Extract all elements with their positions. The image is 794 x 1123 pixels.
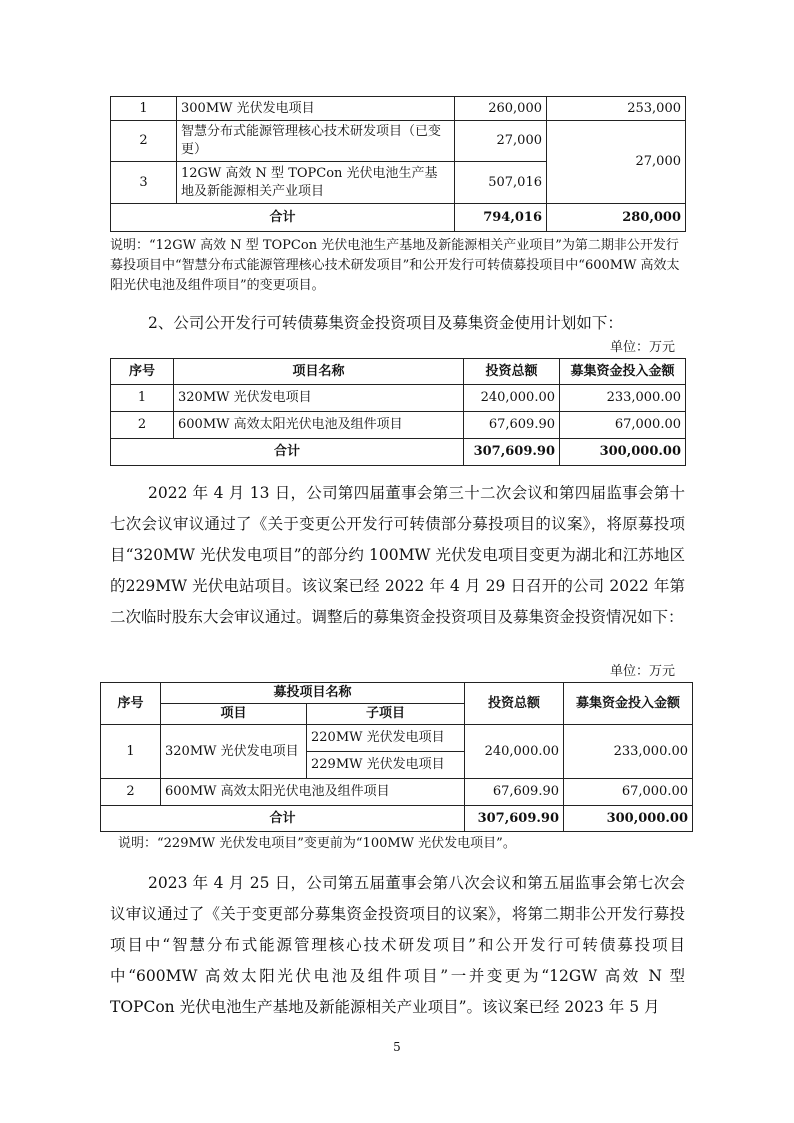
- row-number: 1: [101, 725, 161, 779]
- paragraph-2023-change: 2023 年 4 月 25 日，公司第五届董事会第八次会议和第五届监事会第七次会议审议通过了《关于变更部分募集资金投资项目的议案》，将第二期非公开发行募投项目中“智慧分布式能源管理核心技术研发项目”和公开发行可转债募投项目中“600MW 高效太阳光伏电池及组件项目”一并变更为“12GW 高效 N 型 TOPCon 光伏电池生产基地及新能源相关产业项目”。该议案已经 2023 年 5 月: [110, 874, 685, 1016]
- header-sub-item: 子项目: [307, 704, 465, 725]
- project-name: 300MW 光伏发电项目: [177, 97, 455, 121]
- table-convertible-bond-projects: [110, 358, 686, 466]
- row-number: 3: [111, 162, 177, 204]
- header-investment-total: 投资总额: [465, 683, 564, 725]
- header-item: 项目: [161, 704, 307, 725]
- paragraph-2022-change: 2022 年 4 月 13 日，公司第四届董事会第三十二次会议和第四届监事会第十七次会议审议通过了《关于变更公开发行可转债部分募投项目的议案》，将原募投项目“320MW 光伏发电项目”的部分约 100MW 光伏发电项目变更为湖北和江苏地区的229MW 光伏电站项目。该议案已经 2022 年 4 月 29 日召开的公司 2022 年第二次临时股东大会审议通过。调整后的募集资金投资项目及募集资金投资情况如下：: [110, 484, 685, 626]
- investment-total: 240,000.00: [465, 725, 564, 779]
- raised-funds: 233,000.00: [560, 385, 686, 412]
- raised-sum: 300,000.00: [564, 806, 693, 832]
- investment-sum: 307,609.90: [464, 439, 560, 466]
- table-total-row: [101, 806, 693, 832]
- project-name: 12GW 高效 N 型 TOPCon 光伏电池生产基地及新能源相关产业项目: [177, 162, 455, 204]
- unit-label-2: 单位：万元: [609, 664, 675, 679]
- header-project-group: 募投项目名称: [161, 683, 465, 704]
- raised-funds: 253,000: [547, 97, 686, 121]
- page-number: 5: [393, 1040, 401, 1054]
- table-first-issue-projects: [110, 96, 686, 232]
- project-name: 智慧分布式能源管理核心技术研发项目（已变更）: [177, 121, 455, 162]
- raised-funds-merged: 27,000: [547, 121, 686, 204]
- row-number: 1: [111, 385, 174, 412]
- raised-sum: 280,000: [547, 204, 686, 232]
- row-number: 2: [111, 412, 174, 439]
- header-investment-total: 投资总额: [464, 359, 560, 385]
- investment-total: 67,609.90: [465, 779, 564, 806]
- header-raised-funds: 募集资金投入金额: [560, 359, 686, 385]
- project-name: 600MW 高效太阳光伏电池及组件项目: [174, 412, 464, 439]
- raised-funds: 67,000.00: [564, 779, 693, 806]
- table-adjusted-projects: [100, 682, 693, 832]
- table-row: [101, 725, 693, 752]
- unit-label-1: 单位：万元: [609, 340, 675, 355]
- header-number: 序号: [111, 359, 174, 385]
- table3-note: 说明：“229MW 光伏发电项目”变更前为“100MW 光伏发电项目”。: [118, 836, 516, 851]
- project-name: 320MW 光伏发电项目: [174, 385, 464, 412]
- raised-sum: 300,000.00: [560, 439, 686, 466]
- table-row: [111, 121, 686, 162]
- raised-funds: 233,000.00: [564, 725, 693, 779]
- total-label: 合计: [111, 204, 455, 232]
- sub-project: 229MW 光伏发电项目: [307, 752, 465, 779]
- row-number: 2: [101, 779, 161, 806]
- section-heading-2: 2、公司公开发行可转债募集资金投资项目及募集资金使用计划如下：: [148, 314, 623, 332]
- header-project-name: 项目名称: [174, 359, 464, 385]
- investment-sum: 307,609.90: [465, 806, 564, 832]
- investment-total: 507,016: [455, 162, 547, 204]
- project-item: 320MW 光伏发电项目: [161, 725, 307, 779]
- table-header-row: [101, 683, 693, 704]
- header-number: 序号: [101, 683, 161, 725]
- total-label: 合计: [111, 439, 464, 466]
- investment-sum: 794,016: [455, 204, 547, 232]
- table-header-row: [111, 359, 686, 385]
- sub-project: 220MW 光伏发电项目: [307, 725, 465, 752]
- row-number: 2: [111, 121, 177, 162]
- project-item: 600MW 高效太阳光伏电池及组件项目: [161, 779, 465, 806]
- header-raised-funds: 募集资金投入金额: [564, 683, 693, 725]
- table-total-row: [111, 439, 686, 466]
- table-row: [111, 412, 686, 439]
- investment-total: 27,000: [455, 121, 547, 162]
- investment-total: 260,000: [455, 97, 547, 121]
- row-number: 1: [111, 97, 177, 121]
- table-row: [101, 779, 693, 806]
- investment-total: 67,609.90: [464, 412, 560, 439]
- raised-funds: 67,000.00: [560, 412, 686, 439]
- table-total-row: [111, 204, 686, 232]
- investment-total: 240,000.00: [464, 385, 560, 412]
- table1-note: 说明：“12GW 高效 N 型 TOPCon 光伏电池生产基地及新能源相关产业项目”为第二期非公开发行募投项目中“智慧分布式能源管理核心技术研发项目”和公开发行可转债募投项目中“600MW 高效太阳光伏电池及组件项目”的变更项目。: [110, 238, 680, 293]
- total-label: 合计: [101, 806, 465, 832]
- table-row: [111, 385, 686, 412]
- table-row: [111, 97, 686, 121]
